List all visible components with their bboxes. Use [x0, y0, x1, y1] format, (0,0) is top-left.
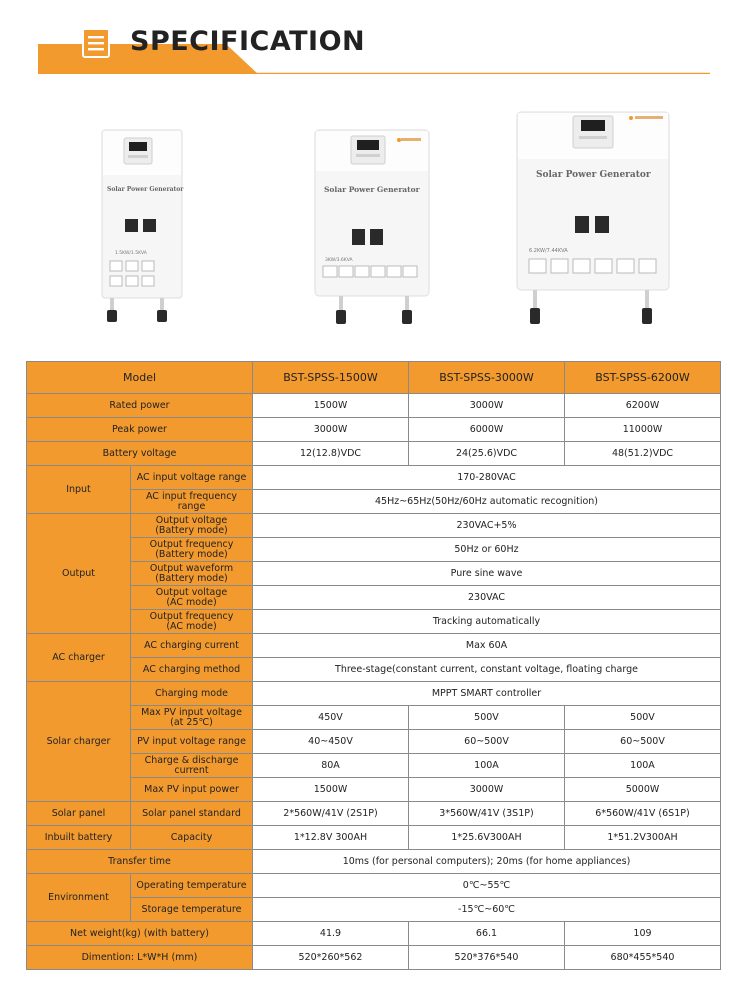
cell: 6*560W/41V (6S1P) — [565, 802, 721, 826]
product-model: 1.5KW/1.5KVA — [115, 251, 147, 256]
cell: 230VAC+5% — [253, 514, 721, 538]
group-label: Input — [27, 466, 131, 514]
label-line: Output waveform — [149, 562, 234, 574]
group-label: Solar charger — [27, 682, 131, 802]
table-row — [27, 586, 721, 610]
table-row — [27, 490, 721, 514]
label-line: (AC mode) — [166, 620, 217, 632]
product-label: Solar Power Generator — [107, 186, 184, 193]
cell: 109 — [565, 922, 721, 946]
table-row — [27, 682, 721, 706]
cell: 100A — [409, 754, 565, 778]
cell: 45Hz~65Hz(50Hz/60Hz automatic recognition) — [253, 490, 721, 514]
page-title: SPECIFICATION — [130, 26, 366, 57]
row-label: Rated power — [27, 394, 253, 418]
product-model: 6.2KW/7.44KVA — [529, 248, 568, 254]
cell: 170-280VAC — [253, 466, 721, 490]
table-row — [27, 610, 721, 634]
table-header-row — [27, 362, 721, 394]
row-label: Transfer time — [27, 850, 253, 874]
group-label: Inbuilt battery — [27, 826, 131, 850]
cell: 3000W — [409, 778, 565, 802]
label-line: (AC mode) — [166, 596, 217, 608]
table-row — [27, 634, 721, 658]
cell: Max 60A — [253, 634, 721, 658]
table-row — [27, 418, 721, 442]
cell: 680*455*540 — [565, 946, 721, 970]
label-line: Output frequency — [149, 610, 234, 622]
table-row — [27, 730, 721, 754]
cell: 2*560W/41V (2S1P) — [253, 802, 409, 826]
cell: MPPT SMART controller — [253, 682, 721, 706]
row-label: Storage temperature — [131, 898, 253, 922]
cell: 0℃~55℃ — [253, 874, 721, 898]
table-row — [27, 562, 721, 586]
label-line: (Battery mode) — [155, 572, 228, 584]
label-line: Output frequency — [149, 538, 234, 550]
product-image-6200w — [515, 110, 671, 328]
model-col-1500w: BST-SPSS-1500W — [253, 362, 409, 394]
row-label — [131, 610, 253, 634]
cell: -15℃~60℃ — [253, 898, 721, 922]
generator-illustration — [515, 110, 671, 328]
document-icon — [82, 28, 110, 58]
table-row — [27, 802, 721, 826]
table-row — [27, 466, 721, 490]
row-label: Charging mode — [131, 682, 253, 706]
table-row — [27, 874, 721, 898]
row-label: PV input voltage range — [131, 730, 253, 754]
table-row — [27, 922, 721, 946]
cell: 24(25.6)VDC — [409, 442, 565, 466]
table-row — [27, 898, 721, 922]
cell: 1*12.8V 300AH — [253, 826, 409, 850]
row-label: Dimention: L*W*H (mm) — [27, 946, 253, 970]
product-model: 3KW/3.6KVA — [325, 258, 353, 263]
cell: 1*51.2V300AH — [565, 826, 721, 850]
group-label: Solar panel — [27, 802, 131, 826]
cell: 3*560W/41V (3S1P) — [409, 802, 565, 826]
cell: 60~500V — [409, 730, 565, 754]
table-row — [27, 538, 721, 562]
cell: 40~450V — [253, 730, 409, 754]
row-label: AC charging current — [131, 634, 253, 658]
row-label: AC charging method — [131, 658, 253, 682]
model-col-6200w: BST-SPSS-6200W — [565, 362, 721, 394]
cell: 100A — [565, 754, 721, 778]
cell: 11000W — [565, 418, 721, 442]
table-row — [27, 706, 721, 730]
generator-illustration — [100, 128, 184, 324]
row-label — [131, 514, 253, 538]
model-col-3000w: BST-SPSS-3000W — [409, 362, 565, 394]
table-row — [27, 946, 721, 970]
cell: 80A — [253, 754, 409, 778]
cell: Pure sine wave — [253, 562, 721, 586]
row-label: Solar panel standard — [131, 802, 253, 826]
product-label: Solar Power Generator — [324, 185, 420, 194]
row-label: Max PV input power — [131, 778, 253, 802]
label-line: (Battery mode) — [155, 548, 228, 560]
page-header — [0, 0, 750, 100]
cell: 12(12.8)VDC — [253, 442, 409, 466]
cell: 500V — [409, 706, 565, 730]
cell: 66.1 — [409, 922, 565, 946]
table-row — [27, 826, 721, 850]
table-row — [27, 850, 721, 874]
cell: 230VAC — [253, 586, 721, 610]
table-row — [27, 442, 721, 466]
cell: 500V — [565, 706, 721, 730]
label-line: Max PV input voltage — [141, 706, 242, 718]
row-label: Capacity — [131, 826, 253, 850]
table-row — [27, 658, 721, 682]
spec-table — [26, 361, 721, 970]
row-label — [131, 706, 253, 730]
product-image-1500w — [100, 128, 184, 324]
label-line: (at 25℃) — [170, 716, 213, 728]
cell: 41.9 — [253, 922, 409, 946]
cell: 10ms (for personal computers); 20ms (for home appliances) — [253, 850, 721, 874]
table-row — [27, 754, 721, 778]
row-label: Battery voltage — [27, 442, 253, 466]
label-line: Output voltage — [155, 586, 228, 598]
row-label: Peak power — [27, 418, 253, 442]
cell: 5000W — [565, 778, 721, 802]
table-row — [27, 394, 721, 418]
cell: 60~500V — [565, 730, 721, 754]
cell: Three-stage(constant current, constant voltage, floating charge — [253, 658, 721, 682]
group-label: AC charger — [27, 634, 131, 682]
cell: 1500W — [253, 394, 409, 418]
cell: 1500W — [253, 778, 409, 802]
cell: 6200W — [565, 394, 721, 418]
cell: 3000W — [253, 418, 409, 442]
row-label: Charge & discharge current — [131, 754, 253, 778]
cell: 450V — [253, 706, 409, 730]
cell: 1*25.6V300AH — [409, 826, 565, 850]
cell: 50Hz or 60Hz — [253, 538, 721, 562]
table-row — [27, 778, 721, 802]
cell: 520*376*540 — [409, 946, 565, 970]
row-label: AC input voltage range — [131, 466, 253, 490]
row-label: AC input frequency range — [131, 490, 253, 514]
row-label: Operating temperature — [131, 874, 253, 898]
cell: 48(51.2)VDC — [565, 442, 721, 466]
group-label: Environment — [27, 874, 131, 922]
cell: 520*260*562 — [253, 946, 409, 970]
row-label — [131, 562, 253, 586]
cell: Tracking automatically — [253, 610, 721, 634]
product-label: Solar Power Generator — [536, 170, 651, 180]
table-row — [27, 514, 721, 538]
group-label: Output — [27, 514, 131, 634]
row-label: Net weight(kg) (with battery) — [27, 922, 253, 946]
label-line: (Battery mode) — [155, 524, 228, 536]
generator-illustration — [313, 128, 431, 328]
row-label — [131, 586, 253, 610]
cell: 6000W — [409, 418, 565, 442]
model-header: Model — [27, 362, 253, 394]
cell: 3000W — [409, 394, 565, 418]
row-label — [131, 538, 253, 562]
product-image-3000w — [313, 128, 431, 328]
label-line: Output voltage — [155, 514, 228, 526]
